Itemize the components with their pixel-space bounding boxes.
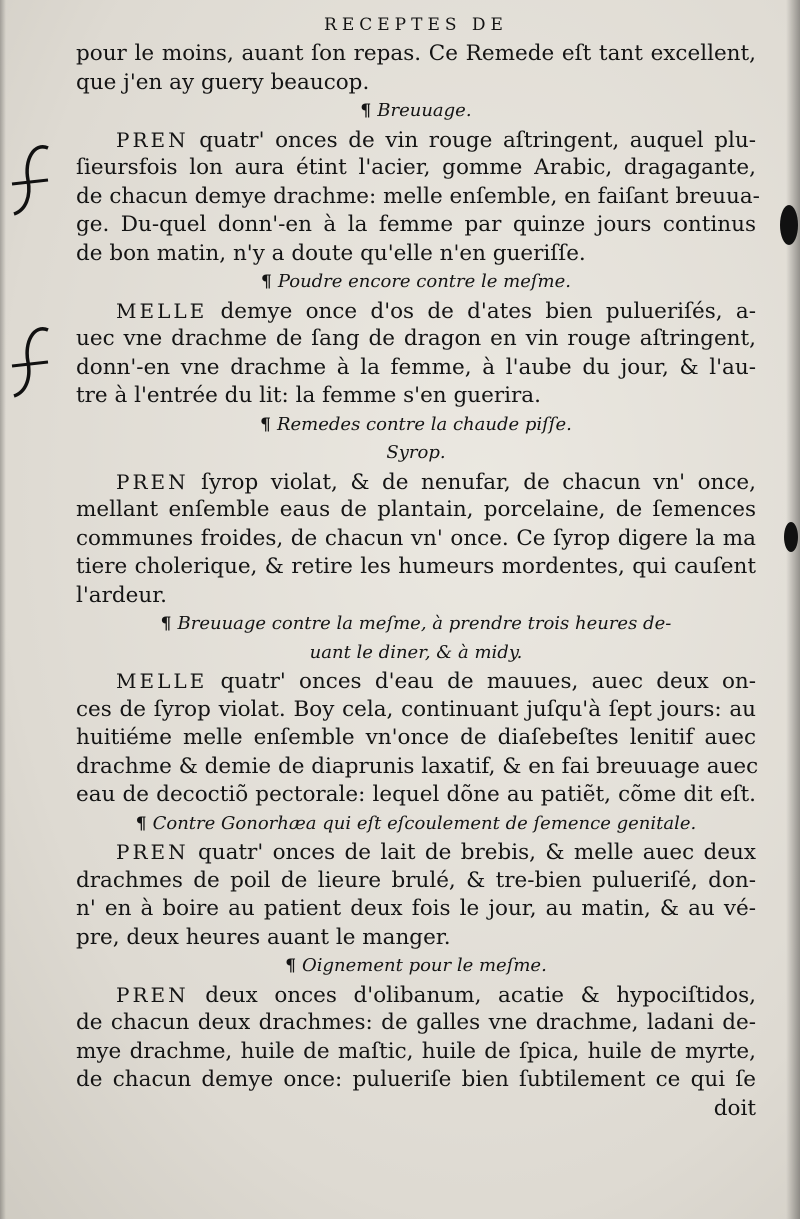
text-line: tre à l'entrée du lit: la femme s'en guerira. [76,383,541,408]
pilcrow-icon: ¶ [260,414,271,435]
marginal-long-s-mark [4,140,64,220]
text-line: l'ardeur. [76,582,167,608]
text-line: huitiéme melle enſemble vn'once de diaſebeſtes lenitif auec [76,725,756,750]
ink-blot [780,205,798,245]
paragraph-first-line [76,297,756,326]
pilcrow-icon: ¶ [360,101,372,121]
line-text: deux onces d'olibanum, acatie & hypociſtidos, [205,982,756,1008]
line-text: demye once d'os de d'ates bien pulueriſés, a- [220,298,756,324]
paragraph-first-line [76,667,756,696]
section-heading [76,952,756,981]
text-line: ſieursfois lon aura étint l'acier, gomme Arabic, dragagante, [76,155,756,180]
pilcrow-icon: ¶ [285,956,297,976]
heading-text: Contre Gonorhæa qui eſt eſcoulement de ſemence genitale. [152,812,697,834]
line-text: quatr' onces de lait de brebis, & melle auec deux [197,840,757,865]
line-text: ſyrop violat, & de nenufar, de chacun vn' once, [201,469,756,495]
text-line: donn'-en vne drachme à la femme, à l'aube du jour, & l'au- [76,354,756,380]
paragraph-first-line [76,838,756,867]
text-line: de bon matin, n'y a doute qu'elle n'en gueriſſe. [76,240,586,266]
catchword: doit [713,1095,756,1121]
paragraph-lead-word: MELLE [116,298,208,323]
heading-text: Remedes contre la chaude piſſe. [276,413,572,435]
paragraph-lead-word: PREN [116,982,189,1007]
heading-text: Poudre encore contre le meſme. [277,271,571,292]
heading-text: uant le diner, & à midy. [309,641,523,663]
page-text [76,10,760,1123]
line-text: quatr' onces de vin rouge aſtringent, auquel plu- [199,127,756,153]
text-line: uec vne drachme de ſang de dragon en vin rouge aſtringent, [76,326,756,351]
running-head: RECEPTES DE [324,15,508,35]
page-edge-shadow [786,0,800,1219]
text-line: de chacun demye drachme: melle enſemble, en faiſant breuua- [76,183,760,209]
line-text: quatr' onces d'eau de mauues, auec deux on- [220,669,756,694]
pilcrow-icon: ¶ [160,614,172,634]
text-line: ge. Du-quel donn'-en à la femme par quinze jours continus [76,212,756,237]
heading-text: Oignement pour le meſme. [302,955,547,976]
marginal-long-s-mark [4,322,64,402]
text-line: eau de decoctiõ pectorale: lequel dõne au patiẽt, cõme dit eſt. [76,782,756,807]
text-line: mellant enſemble eaus de plantain, porcelaine, de ſemences [76,497,756,522]
pilcrow-icon: ¶ [135,813,147,834]
text-line: mye drachme, huile de maſtic, huile de ſpica, huile de myrte, [76,1038,756,1064]
pilcrow-icon: ¶ [261,272,272,292]
text-line: ces de ſyrop violat. Boy cela, continuant juſqu'à ſept jours: au [76,696,756,722]
text-line: drachme & demie de diaprunis laxatif, & en fai breuuage auec [76,753,759,779]
text-line: drachmes de poil de lieure brulé, & tre-bien pulueriſé, don- [76,867,756,893]
section-heading [76,610,756,639]
section-heading [76,810,756,839]
paragraph-first-line [76,468,756,497]
heading-text: Breuuage contre la meſme, à prendre trois heures de- [177,613,672,634]
paragraph-lead-word: MELLE [116,669,208,693]
text-line: n' en à boire au patient deux fois le jour, au matin, & au vé- [76,896,756,921]
text-line: pre, deux heures auant le manger. [76,924,451,950]
section-heading [76,411,756,440]
text-line: tiere cholerique, & retire les humeurs mordentes, qui cauſent [76,554,756,579]
paragraph-first-line [76,981,756,1010]
paragraph-lead-word: PREN [116,840,189,864]
heading-text: Syrop. [386,442,446,463]
paragraph-lead-word: PREN [116,127,189,152]
section-heading [76,439,756,468]
paragraph-first-line [76,126,756,155]
text-line: pour le moins, auant ſon repas. Ce Remede eſt tant excellent, [76,41,756,66]
text-line: de chacun demye once: pulueriſe bien ſubtilement ce qui ſe [76,1067,756,1092]
text-line: de chacun deux drachmes: de galles vne drachme, ladani de- [76,1010,756,1035]
section-heading [76,97,756,126]
heading-text: Breuuage. [377,100,472,121]
section-heading [76,268,756,297]
ink-blot [784,522,798,552]
paragraph-lead-word: PREN [116,469,189,494]
text-line: que j'en ay guery beaucop. [76,69,370,95]
section-heading [76,639,756,668]
text-line: communes froides, de chacun vn' once. Ce ſyrop digere la ma [76,525,756,551]
